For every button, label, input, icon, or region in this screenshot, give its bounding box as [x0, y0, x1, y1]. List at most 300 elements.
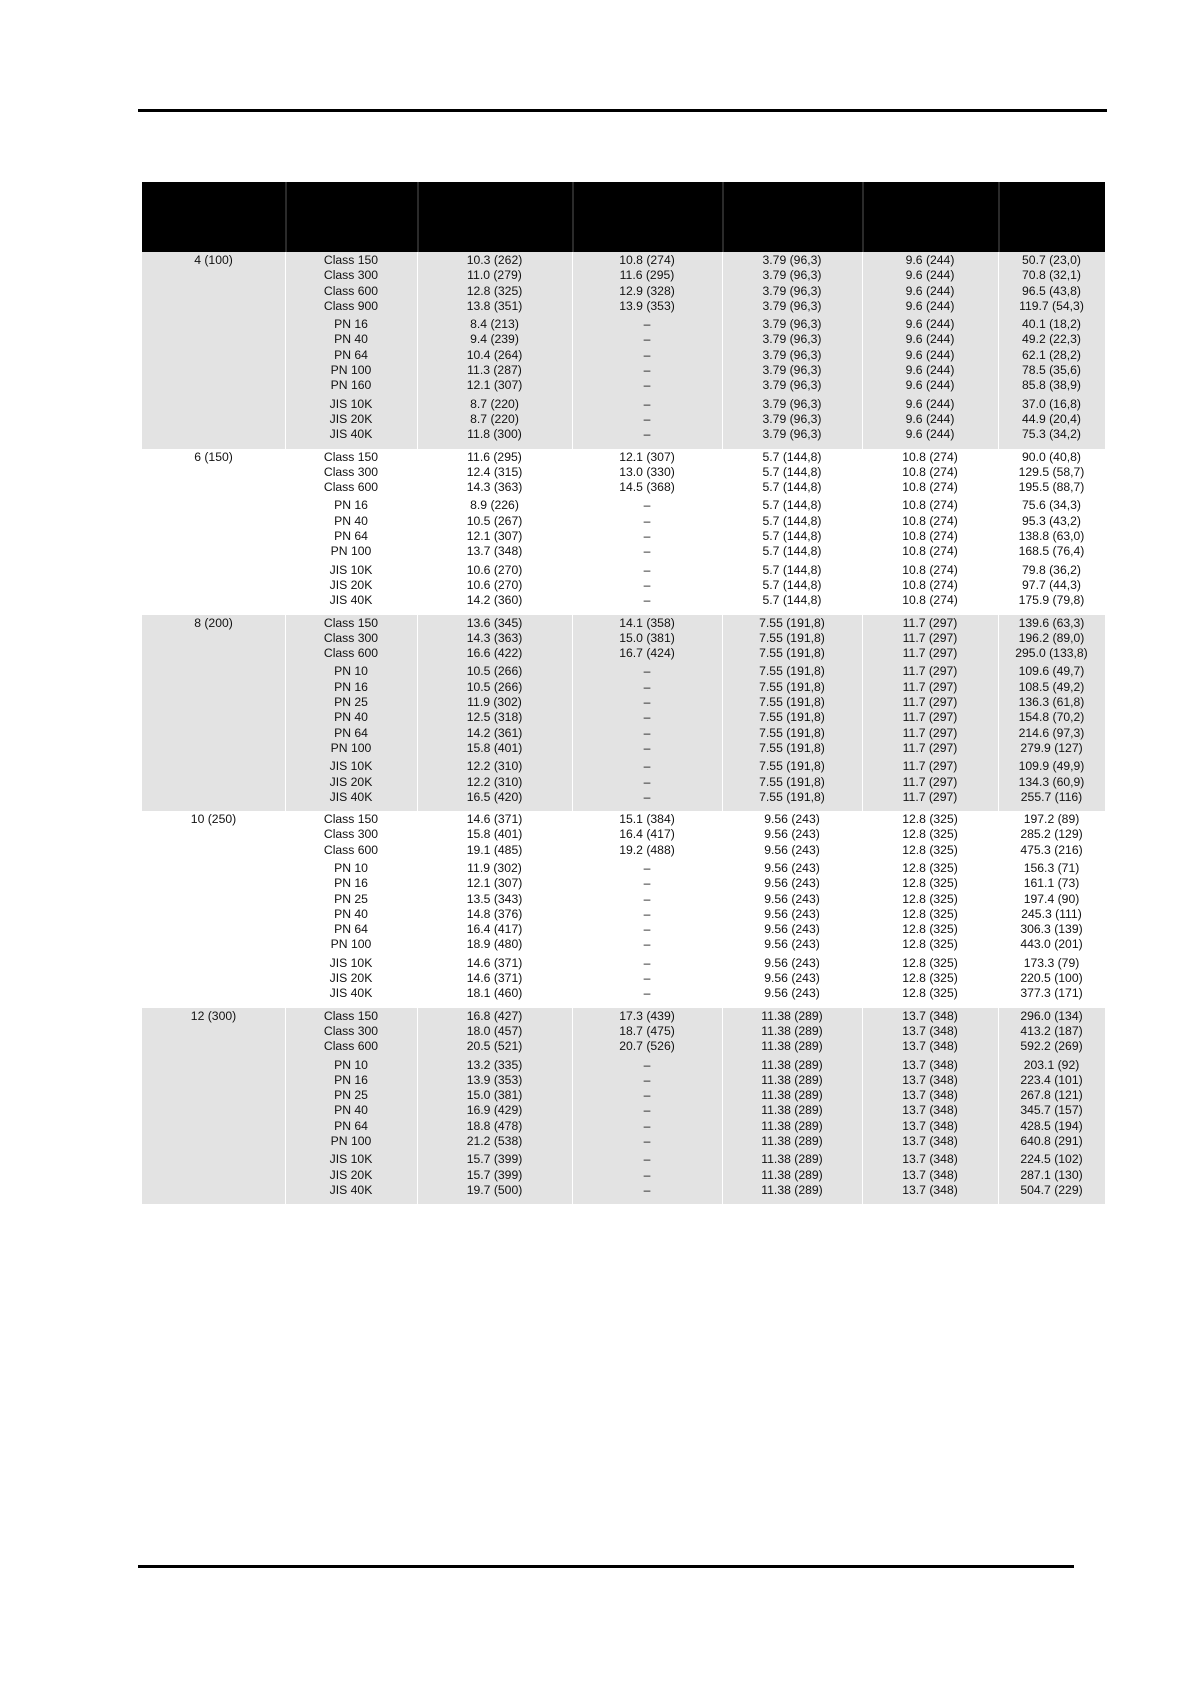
dim-cell: 10.6 (270): [466, 562, 523, 577]
dim-cell: –: [643, 1103, 651, 1118]
column-divider: [998, 1008, 999, 1205]
dim-cell: 5.7 (144,8): [762, 529, 822, 544]
column-divider: [417, 1008, 418, 1205]
flange-subgroup: [142, 861, 1105, 956]
dim-cell: 12.1 (307): [466, 876, 523, 891]
table-row: [142, 412, 1105, 427]
dim-cell: 9.6 (244): [905, 378, 955, 393]
table-row: [142, 1039, 1105, 1054]
dim-cell: 8.9 (226): [470, 498, 519, 513]
dim-cell: 7.55 (191,8): [759, 759, 825, 774]
dim-cell: 16.9 (429): [466, 1103, 523, 1118]
column-divider: [417, 252, 418, 449]
column-divider: [572, 252, 573, 449]
dim-cell: 5.7 (144,8): [762, 498, 822, 513]
dim-cell: 9.6 (244): [905, 347, 955, 362]
dim-cell: –: [643, 593, 651, 608]
rating-cell: Class 300: [323, 827, 379, 842]
dim-cell: 9.6 (244): [905, 283, 955, 298]
weight-cell: 345.7 (157): [1020, 1103, 1083, 1118]
table-row: [142, 465, 1105, 480]
dim-cell: 12.8 (325): [902, 860, 958, 875]
size-cell: [142, 268, 285, 283]
table-row: [142, 1183, 1105, 1198]
dim-cell: 10.5 (267): [466, 513, 523, 528]
rating-cell: PN 100: [330, 1134, 372, 1149]
dim-cell: 3.79 (96,3): [762, 347, 822, 362]
flange-subgroup: [142, 812, 1105, 861]
table-row: [142, 1024, 1105, 1039]
table-row: [142, 1152, 1105, 1167]
rating-cell: PN 100: [330, 740, 372, 755]
dim-cell: 3.79 (96,3): [762, 332, 822, 347]
weight-cell: 109.9 (49,9): [1018, 759, 1085, 774]
dim-cell: 16.7 (424): [619, 646, 675, 661]
column-divider: [417, 615, 418, 812]
weight-cell: 37.0 (16,8): [1022, 396, 1081, 411]
dim-cell: 9.6 (244): [905, 253, 955, 267]
dim-cell: 9.56 (243): [764, 842, 820, 857]
dim-cell: 13.7 (348): [902, 1008, 958, 1023]
dim-cell: 10.5 (266): [466, 679, 523, 694]
table-row: [142, 775, 1105, 790]
weight-cell: 428.5 (194): [1020, 1118, 1083, 1133]
dim-cell: –: [643, 332, 651, 347]
dim-cell: 3.79 (96,3): [762, 411, 822, 426]
dim-cell: 3.79 (96,3): [762, 427, 822, 442]
dim-cell: 11.7 (297): [902, 759, 958, 774]
dim-cell: 14.1 (358): [619, 615, 675, 630]
rating-cell: PN 10: [334, 664, 368, 679]
flange-subgroup: [142, 498, 1105, 562]
dim-cell: 10.8 (274): [902, 464, 958, 479]
table-row: [142, 956, 1105, 971]
dim-cell: 7.55 (191,8): [759, 725, 825, 740]
size-cell: [142, 1058, 285, 1073]
dim-cell: 10.5 (266): [466, 664, 523, 679]
dim-cell: 14.3 (363): [466, 480, 523, 495]
table-row: [142, 332, 1105, 347]
size-cell: [142, 427, 285, 442]
dim-cell: 13.9 (353): [466, 1072, 523, 1087]
dim-cell: 9.6 (244): [905, 411, 955, 426]
table-row: [142, 1088, 1105, 1103]
dim-cell: –: [643, 955, 651, 970]
dim-cell: 10.8 (274): [902, 544, 958, 559]
dim-cell: –: [643, 986, 651, 1001]
weight-cell: 78.5 (35,6): [1022, 363, 1081, 378]
size-cell: [142, 907, 285, 922]
dim-cell: 14.8 (376): [466, 906, 523, 921]
dim-cell: 19.2 (488): [619, 842, 675, 857]
dim-cell: –: [643, 1167, 651, 1182]
rating-cell: JIS 10K: [329, 396, 373, 411]
dim-cell: –: [643, 317, 651, 332]
column-divider: [862, 811, 863, 1008]
column-divider: [572, 811, 573, 1008]
weight-cell: 109.6 (49,7): [1018, 664, 1085, 679]
dim-cell: 5.7 (144,8): [762, 544, 822, 559]
table-row: [142, 593, 1105, 608]
dim-cell: 13.7 (348): [902, 1152, 958, 1167]
dim-cell: 5.7 (144,8): [762, 480, 822, 495]
weight-cell: 413.2 (187): [1020, 1023, 1083, 1038]
size-cell: [142, 741, 285, 756]
dim-cell: 11.7 (297): [902, 615, 958, 630]
dim-cell: 10.8 (274): [902, 529, 958, 544]
size-cell: [142, 892, 285, 907]
weight-cell: 90.0 (40,8): [1022, 449, 1081, 464]
rating-cell: PN 64: [334, 922, 368, 937]
rating-cell: JIS 20K: [329, 577, 373, 592]
dim-cell: 10.8 (274): [902, 498, 958, 513]
dim-cell: 3.79 (96,3): [762, 317, 822, 332]
dim-cell: –: [643, 513, 651, 528]
weight-cell: 640.8 (291): [1020, 1134, 1083, 1149]
weight-cell: 62.1 (28,2): [1022, 347, 1081, 362]
weight-cell: 203.1 (92): [1023, 1057, 1080, 1072]
dim-cell: 12.5 (318): [466, 710, 523, 725]
dim-cell: 13.6 (345): [466, 615, 523, 630]
header-divider: [572, 182, 574, 252]
table-row: [142, 937, 1105, 952]
rating-cell: PN 40: [334, 906, 368, 921]
size-cell: [142, 529, 285, 544]
dim-cell: 20.5 (521): [466, 1039, 523, 1054]
dim-cell: 9.4 (239): [470, 332, 519, 347]
dim-cell: 13.7 (348): [902, 1103, 958, 1118]
dim-cell: 3.79 (96,3): [762, 396, 822, 411]
dim-cell: 12.1 (307): [619, 449, 675, 464]
dim-cell: 3.79 (96,3): [762, 298, 822, 313]
dim-cell: 15.8 (401): [466, 827, 523, 842]
table-row: [142, 843, 1105, 858]
column-divider: [572, 449, 573, 615]
table-row: [142, 544, 1105, 559]
dim-cell: 13.0 (330): [619, 464, 675, 479]
column-divider: [417, 449, 418, 615]
dim-cell: 3.79 (96,3): [762, 268, 822, 283]
size-group: [142, 449, 1105, 615]
dim-cell: 10.8 (274): [902, 480, 958, 495]
table-row: [142, 876, 1105, 891]
rating-cell: Class 300: [323, 1023, 379, 1038]
dim-cell: 7.55 (191,8): [759, 615, 825, 630]
dim-cell: 15.7 (399): [466, 1167, 523, 1182]
size-cell: [142, 544, 285, 559]
dim-cell: 10.8 (274): [902, 593, 958, 608]
dim-cell: 9.6 (244): [905, 396, 955, 411]
column-divider: [572, 615, 573, 812]
dim-cell: 12.8 (325): [902, 922, 958, 937]
dim-cell: 11.7 (297): [902, 679, 958, 694]
size-cell: [142, 986, 285, 1001]
weight-cell: 95.3 (43,2): [1022, 513, 1081, 528]
weight-cell: 139.6 (63,3): [1018, 615, 1085, 630]
dim-cell: 10.4 (264): [466, 347, 523, 362]
dim-cell: 11.38 (289): [761, 1008, 823, 1023]
dim-cell: –: [643, 396, 651, 411]
table-row: [142, 892, 1105, 907]
dim-cell: 12.8 (325): [902, 827, 958, 842]
weight-cell: 295.0 (133,8): [1015, 646, 1088, 661]
dim-cell: 9.6 (244): [905, 298, 955, 313]
dim-cell: 9.56 (243): [764, 812, 820, 827]
dim-cell: 7.55 (191,8): [759, 679, 825, 694]
size-cell: [142, 465, 285, 480]
column-divider: [722, 449, 723, 615]
dim-cell: 16.6 (422): [466, 646, 523, 661]
rating-cell: Class 150: [323, 449, 379, 464]
dim-cell: 14.2 (361): [466, 725, 523, 740]
size-cell: [142, 1183, 285, 1198]
footer-rule: [138, 1565, 1074, 1568]
dim-cell: 15.7 (399): [466, 1152, 523, 1167]
dim-cell: –: [643, 411, 651, 426]
dim-cell: –: [643, 1152, 651, 1167]
header-divider: [998, 182, 1000, 252]
table-row: [142, 578, 1105, 593]
size-cell: [142, 710, 285, 725]
dim-cell: 13.7 (348): [902, 1088, 958, 1103]
dim-cell: –: [643, 427, 651, 442]
rating-cell: PN 64: [334, 1118, 368, 1133]
weight-cell: 285.2 (129): [1020, 827, 1083, 842]
size-cell: [142, 578, 285, 593]
table-row: [142, 1103, 1105, 1118]
dim-cell: 11.38 (289): [761, 1167, 823, 1182]
weight-cell: 197.2 (89): [1023, 812, 1080, 827]
column-divider: [285, 252, 286, 449]
rating-cell: JIS 20K: [329, 774, 373, 789]
size-cell: [142, 695, 285, 710]
dim-cell: 16.5 (420): [466, 789, 523, 804]
dim-cell: 8.7 (220): [470, 411, 519, 426]
dim-cell: 13.7 (348): [902, 1072, 958, 1087]
dim-cell: 13.7 (348): [902, 1118, 958, 1133]
header-divider: [417, 182, 419, 252]
flange-subgroup: [142, 1058, 1105, 1153]
dim-cell: 18.0 (457): [466, 1023, 523, 1038]
table-row: [142, 397, 1105, 412]
weight-cell: 279.9 (127): [1020, 740, 1083, 755]
size-cell: 12 (300): [190, 1008, 237, 1023]
size-cell: [142, 843, 285, 858]
dim-cell: 11.7 (297): [902, 789, 958, 804]
column-divider: [285, 811, 286, 1008]
size-cell: [142, 1168, 285, 1183]
rating-cell: PN 16: [334, 1072, 368, 1087]
flange-subgroup: [142, 317, 1105, 396]
dim-cell: –: [643, 562, 651, 577]
size-cell: [142, 480, 285, 495]
weight-cell: 197.4 (90): [1023, 891, 1080, 906]
dim-cell: 9.56 (243): [764, 971, 820, 986]
weight-cell: 223.4 (101): [1020, 1072, 1083, 1087]
dim-cell: –: [643, 378, 651, 393]
dim-cell: 5.7 (144,8): [762, 562, 822, 577]
size-cell: [142, 348, 285, 363]
rating-cell: JIS 40K: [329, 427, 373, 442]
weight-cell: 119.7 (54,3): [1019, 298, 1084, 313]
dim-cell: 9.6 (244): [905, 332, 955, 347]
dim-cell: 9.56 (243): [764, 986, 820, 1001]
dim-cell: –: [643, 1182, 651, 1197]
dim-cell: 13.7 (348): [466, 544, 523, 559]
dim-cell: 15.8 (401): [466, 740, 523, 755]
column-divider: [285, 449, 286, 615]
weight-cell: 75.3 (34,2): [1022, 427, 1081, 442]
table-row: [142, 284, 1105, 299]
table-row: [142, 1134, 1105, 1149]
size-cell: [142, 1134, 285, 1149]
dim-cell: 14.3 (363): [466, 630, 523, 645]
dim-cell: 12.8 (325): [902, 842, 958, 857]
dim-cell: 19.7 (500): [466, 1182, 523, 1197]
dim-cell: 9.6 (244): [905, 317, 955, 332]
dim-cell: –: [643, 1057, 651, 1072]
size-cell: [142, 759, 285, 774]
dim-cell: 9.56 (243): [764, 906, 820, 921]
rating-cell: Class 600: [323, 646, 379, 661]
table-row: [142, 363, 1105, 378]
weight-cell: 175.9 (79,8): [1018, 593, 1085, 608]
flange-subgroup: [142, 397, 1105, 446]
weight-cell: 267.8 (121): [1020, 1088, 1083, 1103]
dim-cell: 18.7 (475): [619, 1023, 675, 1038]
dim-cell: –: [643, 1118, 651, 1133]
weight-cell: 40.1 (18,2): [1022, 317, 1081, 332]
table-row: [142, 790, 1105, 805]
dim-cell: 11.9 (302): [467, 860, 522, 875]
flange-subgroup: [142, 956, 1105, 1005]
weight-cell: 156.3 (71): [1023, 860, 1080, 875]
rating-cell: PN 25: [334, 695, 368, 710]
header-rule: [138, 109, 1107, 112]
size-cell: [142, 631, 285, 646]
size-group: [142, 615, 1105, 812]
dim-cell: 7.55 (191,8): [759, 740, 825, 755]
dim-cell: 9.56 (243): [764, 891, 820, 906]
weight-cell: 168.5 (76,4): [1018, 544, 1085, 559]
dim-cell: 9.6 (244): [905, 268, 955, 283]
table-body: [142, 252, 1105, 1204]
dim-cell: 7.55 (191,8): [759, 646, 825, 661]
table-row: [142, 907, 1105, 922]
column-divider: [285, 615, 286, 812]
rating-cell: JIS 10K: [329, 955, 373, 970]
table-row: [142, 710, 1105, 725]
weight-cell: 475.3 (216): [1020, 842, 1083, 857]
weight-cell: 443.0 (201): [1020, 937, 1083, 952]
table-row: [142, 514, 1105, 529]
dim-cell: 12.1 (307): [466, 529, 523, 544]
dim-cell: 12.8 (325): [902, 937, 958, 952]
rating-cell: PN 16: [334, 876, 368, 891]
weight-cell: 138.8 (63,0): [1018, 529, 1085, 544]
dim-cell: –: [643, 347, 651, 362]
dim-cell: 3.79 (96,3): [762, 378, 822, 393]
flange-subgroup: [142, 563, 1105, 612]
weight-cell: 44.9 (20,4): [1022, 411, 1081, 426]
table-row: [142, 378, 1105, 393]
dim-cell: 12.8 (325): [902, 876, 958, 891]
flange-subgroup: [142, 759, 1105, 808]
dim-cell: 9.56 (243): [764, 876, 820, 891]
dim-cell: 11.7 (297): [902, 695, 958, 710]
table-row: [142, 529, 1105, 544]
column-divider: [998, 252, 999, 449]
size-cell: [142, 363, 285, 378]
dim-cell: 11.7 (297): [902, 664, 958, 679]
size-cell: [142, 827, 285, 842]
size-cell: [142, 593, 285, 608]
size-cell: 4 (100): [194, 253, 233, 267]
table-row: [142, 498, 1105, 513]
rating-cell: PN 10: [334, 1057, 368, 1072]
size-cell: [142, 726, 285, 741]
table-row: [142, 812, 1105, 827]
weight-cell: 224.5 (102): [1020, 1152, 1083, 1167]
dim-cell: –: [643, 759, 651, 774]
size-cell: [142, 971, 285, 986]
dim-cell: 12.1 (307): [466, 378, 523, 393]
size-cell: [142, 861, 285, 876]
dim-cell: 10.8 (274): [619, 253, 675, 267]
rating-cell: Class 300: [323, 630, 379, 645]
dim-cell: –: [643, 740, 651, 755]
dim-cell: 3.79 (96,3): [762, 363, 822, 378]
rating-cell: JIS 20K: [329, 971, 373, 986]
dim-cell: 11.9 (302): [467, 695, 522, 710]
dim-cell: 11.7 (297): [902, 710, 958, 725]
dim-cell: 12.8 (325): [902, 971, 958, 986]
rating-cell: Class 900: [323, 298, 379, 313]
rating-cell: JIS 10K: [329, 562, 373, 577]
table-row: [142, 759, 1105, 774]
size-cell: [142, 1024, 285, 1039]
size-cell: 10 (250): [190, 812, 237, 827]
dim-cell: 9.56 (243): [764, 955, 820, 970]
dim-cell: 7.55 (191,8): [759, 695, 825, 710]
column-divider: [722, 252, 723, 449]
dim-cell: 12.2 (310): [466, 774, 523, 789]
weight-cell: 97.7 (44,3): [1022, 577, 1081, 592]
dim-cell: 14.6 (371): [466, 955, 523, 970]
dim-cell: 12.8 (325): [902, 955, 958, 970]
size-cell: [142, 1088, 285, 1103]
size-cell: [142, 563, 285, 578]
size-cell: 6 (150): [194, 449, 233, 464]
dim-cell: 11.38 (289): [761, 1152, 823, 1167]
dim-cell: 11.0 (279): [467, 268, 522, 283]
weight-cell: 154.8 (70,2): [1018, 710, 1085, 725]
table-row: [142, 563, 1105, 578]
flange-subgroup: [142, 450, 1105, 499]
dim-cell: 12.2 (310): [466, 759, 523, 774]
weight-cell: 136.3 (61,8): [1018, 695, 1085, 710]
weight-cell: 85.8 (38,9): [1022, 378, 1081, 393]
dim-cell: 9.6 (244): [905, 427, 955, 442]
rating-cell: Class 150: [323, 615, 379, 630]
size-group: [142, 811, 1105, 1008]
rating-cell: PN 100: [330, 937, 372, 952]
dim-cell: 14.6 (371): [466, 971, 523, 986]
rating-cell: Class 600: [323, 1039, 379, 1054]
rating-cell: PN 25: [334, 891, 368, 906]
weight-cell: 255.7 (116): [1020, 789, 1083, 804]
table-row: [142, 922, 1105, 937]
